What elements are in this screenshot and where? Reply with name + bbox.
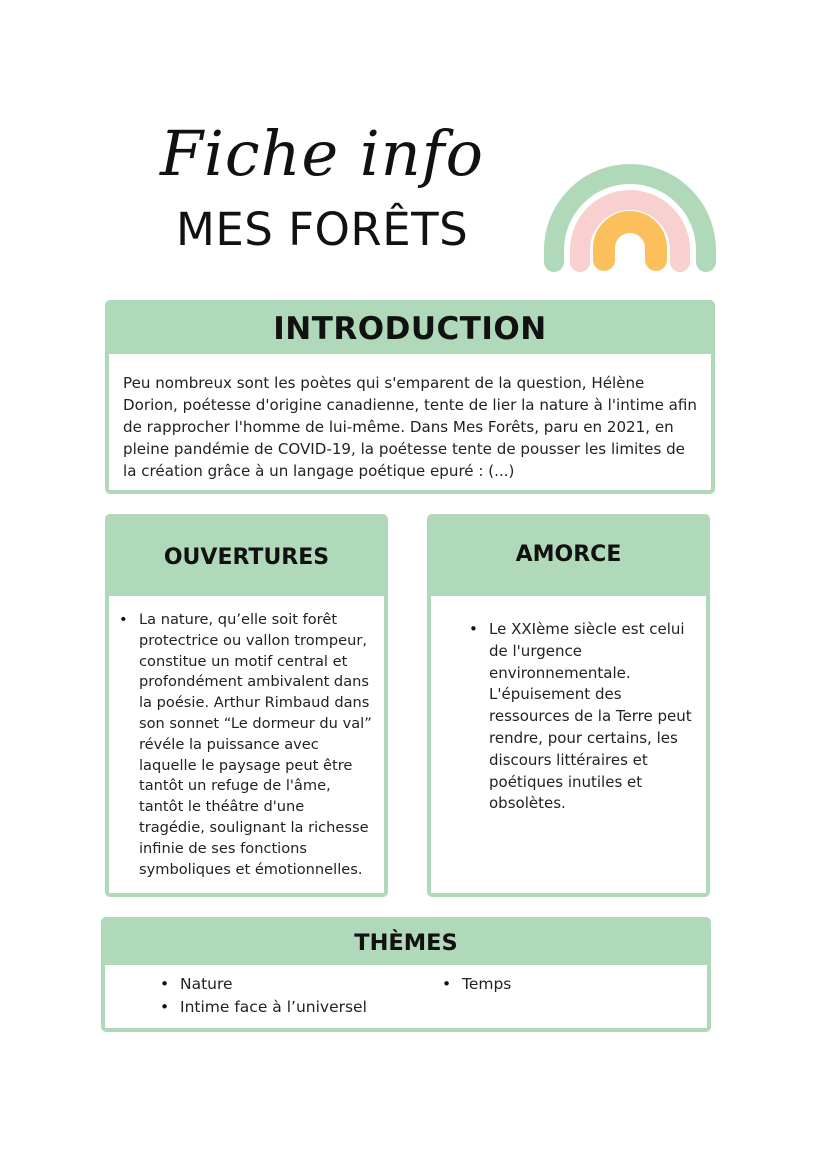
introduction-heading: INTRODUCTION <box>109 304 711 354</box>
introduction-text: Peu nombreux sont les poètes qui s'emparent de la question, Hélène Dorion, poétesse d'origine canadienne, tente de lier la nature à l'intime afin de rapprocher l'homme de lui-même. Dans Mes Forêts, paru en 2021, en pleine pandémie de COVID-19, la poétesse tente de pousser les limites de la création grâce à un langage poétique epuré : (...) <box>123 374 697 480</box>
list-item: • La nature, qu’elle soit forêt protectrice ou vallon trompeur, constitue un motif central et profondément ambivalent dans la poésie. Arthur Rimbaud dans son sonnet “Le dormeur du val” révéle la puissance avec laquelle le paysage peut être tantôt un refuge de l'âme, tantôt le théâtre d'une tragédie, soulignant la richesse infinie de ses fonctions symboliques et émotionnelles. <box>139 610 374 880</box>
page-title: MES FORÊTS <box>176 203 469 256</box>
introduction-card <box>105 300 715 494</box>
ouvertures-heading: OUVERTURES <box>109 518 384 596</box>
themes-list-left <box>180 973 367 1019</box>
themes-card <box>101 917 711 1032</box>
script-title: Fiche info <box>160 117 484 190</box>
themes-heading: THÈMES <box>105 921 707 965</box>
list-item: • Le XXIème siècle est celui de l'urgence environnementale. L'épuisement des ressources de la Terre peut rendre, pour certains, les discours littéraires et poétiques inutiles et obsolètes. <box>489 619 696 815</box>
list-item: • Temps <box>462 973 511 996</box>
amorce-card <box>427 514 710 897</box>
list-item: • Nature <box>180 973 367 996</box>
amorce-list <box>489 619 696 815</box>
ouvertures-card <box>105 514 388 897</box>
themes-list-right <box>462 973 511 996</box>
rainbow-icon <box>540 160 720 272</box>
list-item: • Intime face à l’universel <box>180 996 367 1019</box>
ouvertures-list <box>139 610 374 880</box>
amorce-heading: AMORCE <box>431 518 706 596</box>
